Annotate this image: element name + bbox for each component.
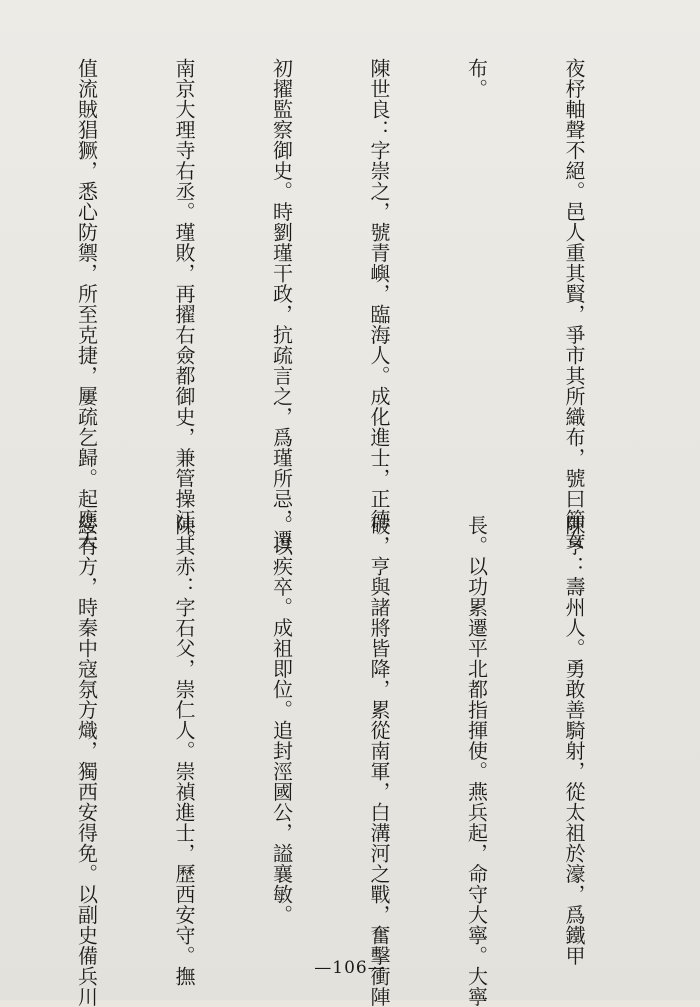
text-column: 初擢監察御史。時劉瑾干政，抗疏言之，爲瑾所忌，遷 [269,58,294,550]
text-column: 陳世良：字崇之，號青嶼，臨海人。成化進士，正德 [367,58,391,530]
text-column [0,515,5,955]
text-column: 長。以功累遷平北都指揮使。燕兵起，命守大寧。大寧 [464,515,489,1007]
text-column: 陳其赤：字石父，崇仁人。崇禎進士，歷西安守。撫 [172,515,196,987]
text-column: 破，亨與諸將皆降，累從南軍，白溝河之戰，奮擊衝陣 [367,515,391,1007]
text-column: 綏有方，時秦中寇氛方熾，獨西安得免。以副史備兵川 [74,515,99,1007]
upper-text-block [0,58,655,550]
text-column: 南京大理寺右丞。瑾敗，再擢右僉都御史，兼管操江。 [172,58,196,550]
text-column: 布。 [464,58,489,99]
text-column: 夜杼軸聲不絕。邑人重其賢，爭市其所織布，號曰節女 [562,58,586,550]
text-column: 值流賊猖獗，悉心防禦，所至克捷，屢疏乞歸。起應天 [74,58,99,550]
page-number: —106— [314,958,386,978]
text-column: 。以疾卒。成祖即位。追封涇國公，謚襄敏。 [269,515,294,925]
text-column: 陳亨：壽州人。勇敢善騎射，從太祖於濠，爲鐵甲 [562,515,586,966]
text-column [0,58,5,503]
